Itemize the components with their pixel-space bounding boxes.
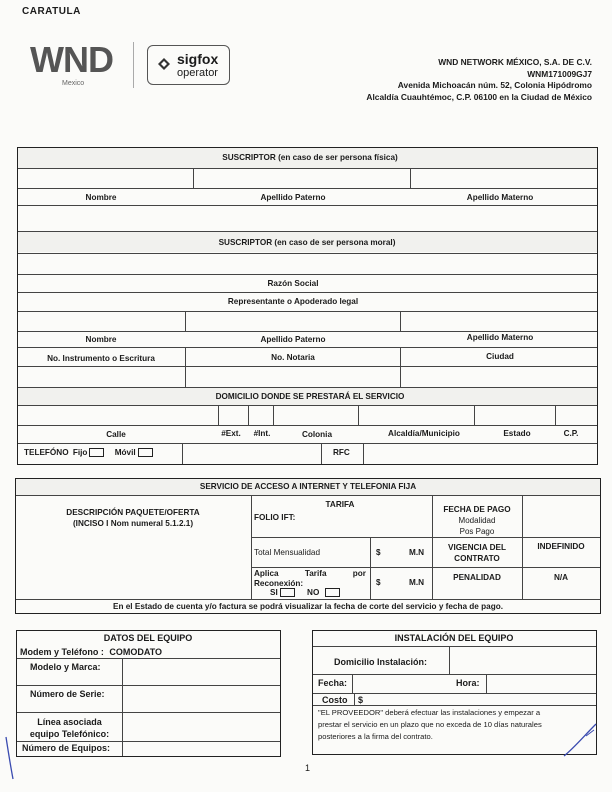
label-modelo-marca: Modelo y Marca: xyxy=(30,662,101,672)
label-estado: Estado xyxy=(503,429,531,438)
label-indefinido: INDEFINIDO xyxy=(537,542,585,551)
reconexion-no-checkbox[interactable] xyxy=(325,588,340,597)
moral-title: SUSCRIPTOR (en caso de ser persona moral) xyxy=(218,238,396,247)
sigfox-logo-sub: operator xyxy=(177,67,218,79)
label-modem: Modem y Teléfono : xyxy=(20,647,104,657)
label-linea-2: equipo Telefónico: xyxy=(29,729,110,739)
wnd-logo-sub: Mexico xyxy=(62,80,85,87)
page-top-label: CARATULA xyxy=(22,6,81,17)
label-linea-1: Línea asociada xyxy=(37,717,102,727)
aplica-tarifa-row xyxy=(254,569,366,579)
label-hora: Hora: xyxy=(456,678,480,688)
label-mn-total: M.N xyxy=(409,548,425,557)
label-apellido-materno-moral: Apellido Materno xyxy=(466,333,534,342)
label-penalidad: PENALIDAD xyxy=(453,573,501,582)
vigencia-block xyxy=(433,542,521,564)
linea-asociada-block xyxy=(18,716,121,740)
installation-note-2: prestar el servicio en un plazo que no exceda de 10 días naturales xyxy=(318,720,542,729)
company-address-2: Alcaldía Cuauhtémoc, C.P. 06100 en la Ciudad de México xyxy=(366,91,592,102)
label-modalidad: Modalidad xyxy=(458,516,496,525)
fecha-pago-block xyxy=(433,504,521,537)
label-si: SI xyxy=(270,588,278,597)
modem-row xyxy=(20,647,162,657)
label-fijo: Fijo xyxy=(72,448,88,457)
label-vigencia-1: VIGENCIA DEL xyxy=(448,543,506,552)
label-reconexion: Reconexión: xyxy=(254,578,304,588)
company-name: WND NETWORK MÉXICO, S.A. DE C.V. xyxy=(438,57,592,67)
label-calle: Calle xyxy=(106,430,126,439)
installation-note-1: "EL PROVEEDOR" deberá efectuar las instalaciones y empezar a xyxy=(318,708,541,717)
installation-note xyxy=(318,707,542,743)
label-alcaldia: Alcaldía/Municipio xyxy=(388,429,460,438)
reconexion-block xyxy=(254,569,366,598)
company-rfc: WNM171009GJ7 xyxy=(527,68,592,79)
sigfox-icon xyxy=(155,55,173,73)
telefono-row xyxy=(24,448,153,457)
label-apellido-materno: Apellido Materno xyxy=(466,193,534,202)
label-pos-pago: Pos Pago xyxy=(459,527,495,536)
company-header xyxy=(366,57,592,103)
label-no-notaria: No. Notaria xyxy=(271,353,315,362)
page-number: 1 xyxy=(305,763,311,773)
label-aplica: Aplica xyxy=(254,569,279,578)
installation-note-3: posteriores a la firma del contrato. xyxy=(318,732,433,741)
sigfox-logo xyxy=(147,45,230,85)
label-colonia: Colonia xyxy=(301,430,333,439)
label-rfc: RFC xyxy=(333,448,350,457)
descripcion-paquete xyxy=(28,507,238,529)
handwritten-mark-left xyxy=(0,735,20,785)
modem-value: COMODATO xyxy=(109,647,163,657)
company-address-1: Avenida Michoacán núm. 52, Colonia Hipódromo xyxy=(397,80,592,90)
label-por: por xyxy=(352,569,366,578)
label-nombre: Nombre xyxy=(85,193,117,202)
label-telefono: TELEFÓNO xyxy=(24,448,69,457)
label-ext: #Ext. xyxy=(221,429,241,438)
handwritten-mark-right xyxy=(560,722,600,762)
fijo-checkbox[interactable] xyxy=(89,448,104,457)
label-apellido-paterno-moral: Apellido Paterno xyxy=(260,335,326,344)
reconexion-si-checkbox[interactable] xyxy=(280,588,295,597)
label-costo-dollar: $ xyxy=(358,695,364,705)
installation-title: INSTALACIÓN DEL EQUIPO xyxy=(394,633,514,643)
movil-checkbox[interactable] xyxy=(138,448,153,457)
label-dollar-total: $ xyxy=(376,548,381,557)
label-razon-social: Razón Social xyxy=(267,279,319,288)
label-nombre-moral: Nombre xyxy=(85,335,117,344)
label-na: N/A xyxy=(553,573,569,582)
label-movil: Móvil xyxy=(114,448,136,457)
equipment-title: DATOS DEL EQUIPO xyxy=(103,633,193,643)
label-vigencia-2: CONTRATO xyxy=(454,554,500,563)
label-numero-serie: Número de Serie: xyxy=(30,689,105,699)
label-representante: Representante o Apoderado legal xyxy=(227,297,359,306)
label-tarifa: TARIFA xyxy=(325,500,355,509)
label-mn-reconexion: M.N xyxy=(409,578,425,587)
logo-divider xyxy=(133,42,134,88)
domicilio-title: DOMICILIO DONDE SE PRESTARÁ EL SERVICIO xyxy=(215,392,405,401)
label-ciudad: Ciudad xyxy=(486,352,514,361)
label-fecha-pago: FECHA DE PAGO xyxy=(443,505,511,514)
label-domicilio-instalacion: Domicilio Instalación: xyxy=(334,657,428,667)
label-cp: C.P. xyxy=(563,429,579,438)
si-no-row xyxy=(254,588,366,598)
label-apellido-paterno: Apellido Paterno xyxy=(260,193,326,202)
label-no-instrumento: No. Instrumento o Escritura xyxy=(47,354,155,363)
label-folio-ift: FOLIO IFT: xyxy=(254,513,296,522)
label-tarifa-lc: Tarifa xyxy=(304,569,327,578)
wnd-logo: WND xyxy=(30,39,113,80)
sigfox-logo-text: sigfox xyxy=(177,51,219,67)
label-costo: Costo xyxy=(322,695,348,705)
label-total-mensualidad: Total Mensualidad xyxy=(254,548,320,557)
label-no: NO xyxy=(307,588,320,597)
label-descripcion: DESCRIPCIÓN PAQUETE/OFERTA xyxy=(66,508,200,517)
label-int: #Int. xyxy=(253,429,271,438)
fisica-title: SUSCRIPTOR (en caso de ser persona física) xyxy=(222,153,398,162)
service-footer-note: En el Estado de cuenta y/o factura se podrá visualizar la fecha de corte del servicio y fecha de pago. xyxy=(113,602,503,611)
service-title: SERVICIO DE ACCESO A INTERNET Y TELEFONIA FIJA xyxy=(199,482,417,491)
label-fecha: Fecha: xyxy=(318,678,348,688)
label-dollar-reconexion: $ xyxy=(376,578,381,587)
label-inciso: (INCISO I Nom numeral 5.1.2.1) xyxy=(72,519,194,528)
label-numero-equipos: Número de Equipos: xyxy=(22,743,111,753)
